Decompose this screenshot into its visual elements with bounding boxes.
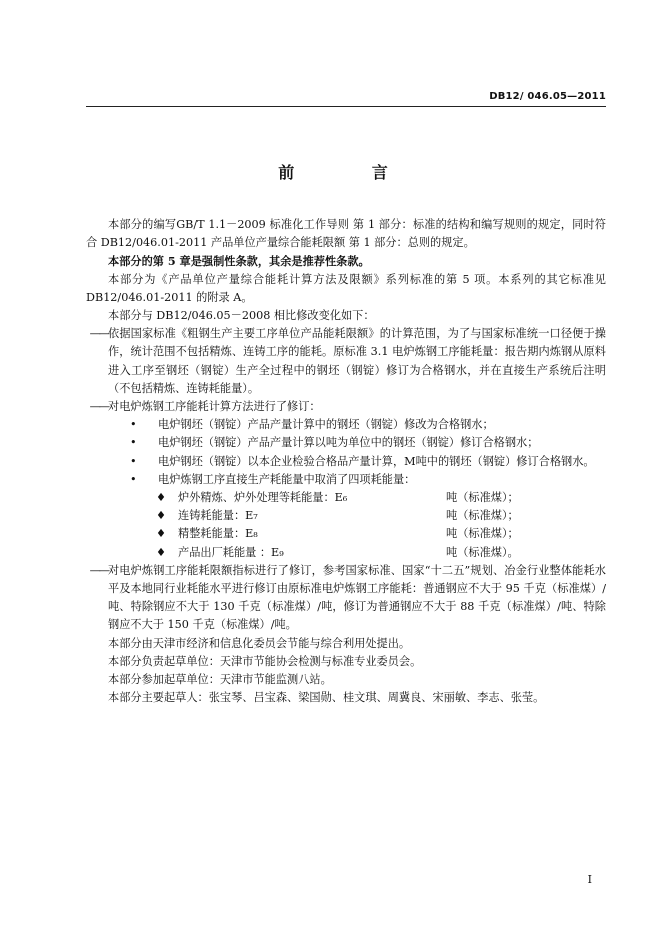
paragraph-mandatory-clauses: 本部分的第 5 章是强制性条款，其余是推荐性条款。 xyxy=(108,254,370,269)
paragraph-compilation-rules: 本部分的编写GB/T 1.1－2009 标准化工作导则 第 1 部分：标准的结构和编写规则的规定，同时符合 DB12/046.01-2011 产品单位产量综合能耗限额 第 1 部分：总则的规定。 xyxy=(86,218,606,250)
bullet-icon: • xyxy=(130,472,137,486)
bullet-icon: • xyxy=(130,436,137,450)
foreword-body xyxy=(86,216,606,707)
bullet-text: 电炉钢坯（钢锭）以本企业检验合格品产量计算，M吨中的钢坯（钢锭）修订合格钢水。 xyxy=(158,454,595,468)
paragraph-series-info: 本部分为《产品单位产量综合能耗计算方法及限额》系列标准的第 5 项。本系列的其它标准见DB12/046.01-2011 的附录 A。 xyxy=(86,272,606,304)
paragraph-proposer: 本部分由天津市经济和信息化委员会节能与综合利用处提出。 xyxy=(108,636,411,650)
bullet-text: 电炉炼钢工序直接生产耗能量中取消了四项耗能量： xyxy=(158,472,416,486)
diamond-icon: ♦ xyxy=(156,491,167,505)
change-item-text: 依据国家标准《粗钢生产主要工序单位产品能耗限额》的计算范围，为了与国家标准统一口径便于操作，统计范围不包括精炼、连铸工序的能耗。原标准 3.1 电炉炼钢工序能耗量：报告期内炼钢从原料进入工序至钢坯（钢锭）生产全过程中的钢坯（钢锭）修订为合格钢水，并在直接生产系统后注明（不包括精炼、连铸耗能量）。 xyxy=(108,327,606,395)
bullet-icon: • xyxy=(130,418,137,432)
paragraph-participating-drafter: 本部分参加起草单位：天津市节能监测八站。 xyxy=(108,673,332,687)
paragraph-main-drafters: 本部分主要起草人：张宝琴、吕宝森、梁国勋、桂文琪、周冀良、宋丽敏、李志、张莹。 xyxy=(108,691,545,705)
energy-item-label: 炉外精炼、炉外处理等耗能量：E₆ xyxy=(178,491,348,505)
bullet-item xyxy=(86,416,606,434)
bullet-item xyxy=(86,453,606,471)
bullet-item xyxy=(86,434,606,452)
diamond-icon: ♦ xyxy=(156,545,167,559)
energy-item-unit: 吨（标准煤）； xyxy=(446,509,519,523)
change-item-text: 对电炉炼钢工序能耗限额指标进行了修订，参考国家标准、国家“十二五”规划、冶金行业整体能耗水平及本地同行业耗能水平进行修订由原标准电炉炼钢工序能耗：普通钢应不大于 95 千克（标准煤）/吨、特除钢应不大于 130 千克（标准煤）/吨，修订为普通钢应不大于 88 千克（标准煤）/吨、特除钢应不大于 150 千克（标准煤）/吨。 xyxy=(108,563,606,632)
header-divider xyxy=(86,106,606,107)
energy-item-label: 产品出厂耗能量 ：E₉ xyxy=(178,545,284,559)
page-number: I xyxy=(587,873,592,886)
bullet-text: 电炉钢坯（钢锭）产品产量计算以吨为单位中的钢坯（钢锭）修订合格钢水； xyxy=(158,436,539,450)
change-item-method xyxy=(86,398,606,416)
bullet-text: 电炉钢坯（钢锭）产品产量计算中的钢坯（钢锭）修改为合格钢水； xyxy=(158,418,494,432)
paragraph-changes-intro: 本部分与 DB12/046.05－2008 相比修改变化如下： xyxy=(108,309,375,323)
paragraph-lead-drafter: 本部分负责起草单位：天津市节能协会检测与标准专业委员会。 xyxy=(108,654,422,668)
diamond-icon: ♦ xyxy=(156,509,167,523)
standard-code: DB12/ 046.05—2011 xyxy=(489,91,606,102)
dash-marker: —— xyxy=(89,327,108,341)
dash-marker: —— xyxy=(89,400,108,414)
change-item-scope xyxy=(86,325,606,398)
energy-item-label: 连铸耗能量：E₇ xyxy=(178,509,258,523)
energy-item-unit: 吨（标准煤）； xyxy=(446,527,519,541)
energy-item xyxy=(86,507,606,525)
energy-item-unit: 吨（标准煤）。 xyxy=(446,545,519,559)
page-title: 前 言 xyxy=(278,163,424,182)
energy-item xyxy=(86,489,606,507)
energy-item-unit: 吨（标准煤）； xyxy=(446,491,519,505)
diamond-icon: ♦ xyxy=(156,527,167,541)
energy-item xyxy=(86,525,606,543)
bullet-item xyxy=(86,471,606,489)
dash-marker: —— xyxy=(89,563,108,577)
energy-item-label: 精整耗能量：E₈ xyxy=(178,527,258,541)
energy-item xyxy=(86,544,606,562)
change-item-limits xyxy=(86,562,606,635)
bullet-icon: • xyxy=(130,454,137,468)
change-item-text: 对电炉炼钢工序能耗计算方法进行了修订： xyxy=(108,400,321,414)
